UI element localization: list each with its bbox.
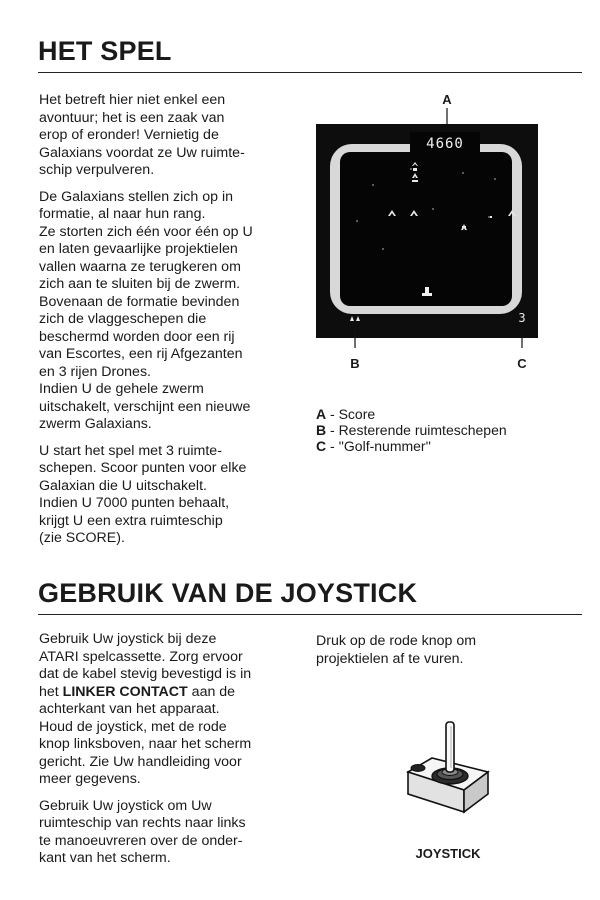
section1-body	[39, 92, 301, 548]
text-line: en 3 rijen Drones.	[39, 363, 151, 380]
score-readout: 4660	[426, 136, 464, 152]
missile-icon	[490, 216, 492, 218]
text-line: ruimteschip van rechts naar links	[39, 815, 246, 831]
callout-a-label: A	[442, 92, 452, 107]
text-line: meer gegevens.	[39, 771, 141, 787]
linker-contact-emphasis: LINKER CONTACT	[62, 683, 188, 700]
text-line: projektielen af te vuren.	[316, 650, 464, 667]
text-line: knop linksboven, naar het scherm	[39, 736, 252, 752]
joystick-icon	[402, 716, 494, 822]
legend-item-b: B - Resterende ruimteschepen	[316, 422, 507, 438]
text-line: Indien U de gehele zwerm	[39, 381, 204, 397]
text-line: (zie SCORE).	[39, 530, 125, 546]
paragraph-fire-button	[316, 633, 566, 668]
golf-number-readout: 3	[518, 311, 526, 325]
paragraph-formation	[39, 189, 301, 434]
text-line: Ze storten zich één voor één op U	[39, 223, 253, 240]
text-line: vallen waarna ze terugkeren om	[39, 258, 241, 275]
paragraph-intro	[39, 92, 301, 180]
text-line: Het betreft hier niet enkel een	[39, 92, 226, 108]
text-line: avontuur; het is een zaak van	[39, 109, 225, 126]
paragraph-maneuver	[39, 798, 301, 868]
section-title-joystick: GEBRUIK VAN DE JOYSTICK	[38, 578, 418, 608]
text-line: Bovenaan de formatie bevinden	[39, 293, 240, 310]
text-line: Houd de joystick, met de rode	[39, 718, 227, 735]
text-line: De Galaxians stellen zich op in	[39, 188, 233, 205]
text-line: krijgt U een extra ruimteschip	[39, 512, 223, 529]
text-line: Indien U 7000 punten behaalt,	[39, 495, 230, 511]
text-line: ATARI spelcassette. Zorg ervoor	[39, 648, 243, 665]
text-line: te manoeuvreren over de onder-	[39, 832, 243, 849]
text-line: het LINKER CONTACT aan de	[39, 683, 236, 700]
text-line: zich aan te sluiten bij de zwerm.	[39, 276, 241, 292]
text-line: Druk op de rode knop om	[316, 633, 477, 649]
paragraph-start	[39, 443, 301, 548]
text-line: kant van het scherm.	[39, 850, 171, 866]
section-title-het-spel: HET SPEL	[38, 36, 172, 66]
text-line: dat de kabel stevig bevestigd is in	[39, 666, 252, 682]
legend-item-a: A - Score	[316, 406, 376, 422]
section2-right-body	[316, 633, 566, 668]
text-line: uitschakelt, verschijnt een nieuwe	[39, 398, 251, 415]
callout-c-label: C	[517, 356, 527, 371]
text-line: zich de vlaggeschepen die	[39, 311, 207, 327]
playfield	[340, 152, 512, 306]
text-line: Galaxians voordat ze Uw ruimte-	[39, 144, 245, 161]
legend-item-c: C - ''Golf-nummer''	[316, 438, 431, 454]
text-line: van Escortes, een rij Afgezanten	[39, 346, 243, 362]
text-line: Gebruik Uw joystick bij deze	[39, 631, 217, 647]
section2-left-body	[39, 631, 301, 868]
game-screen-illustration	[312, 108, 544, 372]
text-line: U start het spel met 3 ruimte-	[39, 442, 222, 459]
text-line: erop of eronder! Vernietig de	[39, 127, 219, 143]
callout-b-label: B	[350, 356, 360, 371]
text-line: Gebruik Uw joystick om Uw	[39, 797, 212, 814]
paragraph-joystick-use	[39, 631, 301, 789]
text-line: Galaxian die U uitschakelt.	[39, 477, 207, 494]
text-line: formatie, al naar hun rang.	[39, 206, 206, 222]
text-line: en laten gevaarlijke projektielen	[39, 241, 238, 257]
text-line: gericht. Zie Uw handleiding voor	[39, 753, 242, 770]
joystick-caption: JOYSTICK	[415, 846, 481, 861]
section-rule	[38, 72, 582, 73]
text-line: achterkant van het apparaat.	[39, 701, 220, 717]
figure-legend	[316, 406, 507, 454]
section-rule	[38, 614, 582, 615]
text-line: zwerm Galaxians.	[39, 416, 152, 432]
text-line: schepen. Scoor punten voor elke	[39, 460, 247, 476]
text-line: beschermd worden door een rij	[39, 328, 235, 345]
text-line: schip verpulveren.	[39, 162, 155, 178]
